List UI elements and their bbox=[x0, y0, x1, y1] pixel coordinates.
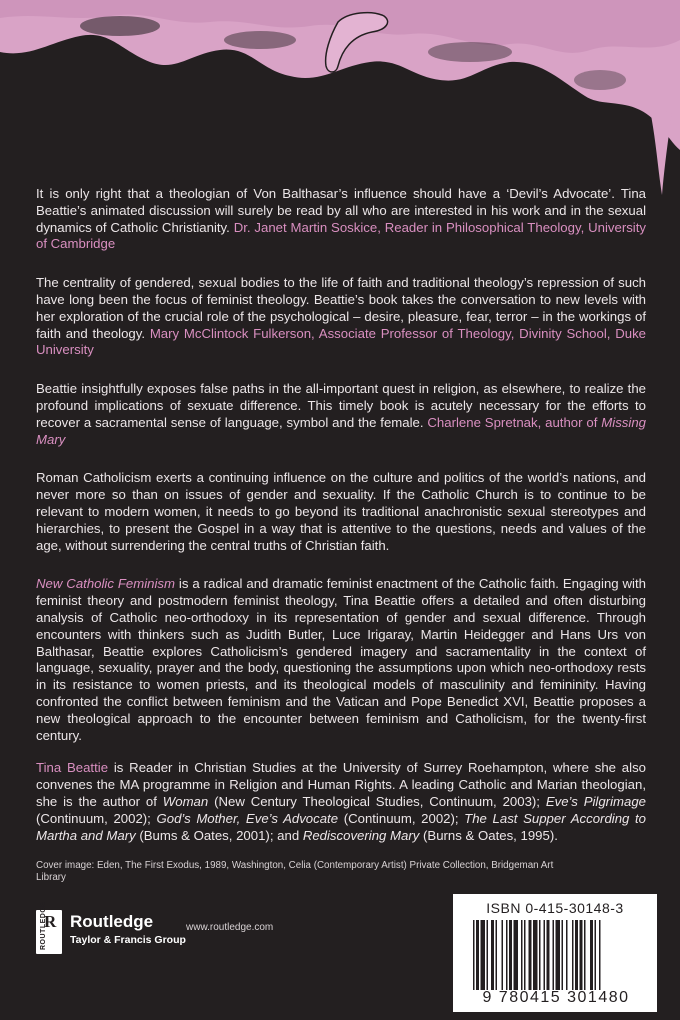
blurbs-section bbox=[36, 186, 646, 866]
barcode-bar bbox=[509, 920, 512, 990]
barcode-bar bbox=[584, 920, 586, 990]
blurb-1-text: It is only right that a theologian of Von Balthasar’s influence should have a ‘Devil’s Advocate’. Tina Beattie’s animated discussion will surely be read by all who are interested in his work and in the sexual dynamics of Catholic Christianity. bbox=[36, 186, 646, 235]
barcode-bar bbox=[539, 920, 541, 990]
blurb-3-attribution: Charlene Spretnak, author of bbox=[427, 414, 602, 430]
blurb-2-attribution: Mary McClintock Fulkerson, Associate Professor of Theology, Divinity School, Duke University bbox=[36, 325, 647, 358]
barcode-panel bbox=[453, 894, 657, 1012]
barcode-bar bbox=[506, 920, 508, 990]
bio-title-2: Eve’s Pilgrimage bbox=[545, 793, 646, 809]
cover-image-credit: Cover image: Eden, The First Exodus, 1989, Washington, Celia (Contemporary Artist) Private Collection, Bridgeman Art Library bbox=[36, 860, 554, 883]
barcode-bar bbox=[533, 920, 538, 990]
barcode-bar bbox=[544, 920, 546, 990]
barcode-bar bbox=[556, 920, 561, 990]
isbn-label: ISBN 0-415-30148-3 bbox=[486, 900, 624, 916]
blurb-3-attribution-title: Missing Mary bbox=[36, 414, 646, 447]
bio-text-3: (Continuum, 2002); bbox=[36, 810, 157, 826]
bio-title-1: Woman bbox=[162, 793, 209, 809]
blurb-3-text: Beattie insightfully exposes false paths in the all-important quest in religion, as elsewhere, to realize the profound implications of sexuate difference. This timely book is acutely necessary for the efforts to recover a sacramental sense of language, symbol and the female. bbox=[36, 381, 646, 430]
barcode-bar bbox=[502, 920, 504, 990]
publisher-name: Routledge bbox=[70, 912, 154, 931]
description-2-text: is a radical and dramatic feminist enactment of the Catholic faith. Engaging with feminist theory and postmodern feminist theology, Tina Beattie offers a detailed and often disturbing analysis of Catholic neo-orthodoxy in its representation of gender and sexual difference. Through encounters with thinkers such as Judith Butler, Luce Irigaray, Martin Heidegger and Hans Urs von Balthasar, Beattie explores Catholicism’s gendered imagery and sacramentality in the context of language, sexuality, prayer and the body, questioning the assumptions upon which neo-orthodoxy rests in its resistance to women priests, and its theological models of masculinity and femininity. Having confronted the conflict between feminism and the Vatican and Pope Benedict XVI, Beattie proposes a new theological approach to the encounter between feminism and Catholicism, for the twenty-first century. bbox=[36, 576, 646, 743]
publisher-vertical-text: ROUTLEDGE bbox=[40, 901, 47, 950]
bio-title-4: The Last Supper According to Martha and Mary bbox=[36, 810, 647, 843]
barcode-bar bbox=[524, 920, 526, 990]
blurb-2 bbox=[36, 275, 646, 359]
barcode-bar bbox=[590, 920, 593, 990]
barcode-bar bbox=[491, 920, 494, 990]
blurb-1-attribution: Dr. Janet Martin Soskice, Reader in Philosophical Theology, University of Cambridge bbox=[36, 219, 646, 252]
barcode-digits: 9 780415 301480 bbox=[482, 989, 630, 1006]
author-bio bbox=[36, 760, 646, 844]
barcode-bar bbox=[580, 920, 583, 990]
barcode-bar bbox=[566, 920, 568, 990]
description-1: Roman Catholicism exerts a continuing influence on the culture and politics of the world’s nations, and never more so than on issues of gender and sexuality. If the Catholic Church is to continue to be relevant to modern women, it needs to go beyond its traditional anachronistic sexual stereotypes and hierarchies, to present the Gospel in a way that is attentive to the questions, needs and values of the age, without surrendering the central truths of Christian faith. bbox=[36, 470, 646, 553]
barcode-bar bbox=[572, 920, 574, 990]
barcode-bar bbox=[562, 920, 564, 990]
barcode-bar bbox=[514, 920, 519, 990]
barcode-bar bbox=[496, 920, 498, 990]
bio-text-6: (Burns & Oates, 1995). bbox=[419, 827, 558, 843]
barcode-bar bbox=[521, 920, 523, 990]
cover-artwork bbox=[0, 0, 680, 200]
barcode-bar bbox=[481, 920, 486, 990]
publisher-url[interactable]: www.routledge.com bbox=[186, 922, 274, 933]
barcode-bar bbox=[575, 920, 578, 990]
barcode-bar bbox=[599, 920, 601, 990]
description-2 bbox=[36, 576, 646, 744]
publisher-logo bbox=[36, 901, 216, 960]
blurb-1 bbox=[36, 186, 646, 253]
bio-text-1: is Reader in Christian Studies at the University of Surrey Roehampton, where she also convenes the MA programme in Religion and Human Rights. A leading Catholic and Marian theologian, she is the author of bbox=[36, 760, 646, 809]
author-name: Tina Beattie bbox=[36, 760, 109, 776]
blurb-2-text: The centrality of gendered, sexual bodies to the life of faith and traditional theology’s repression of such have long been the focus of feminist theology. Beattie’s book takes the conversation to new levels with her exploration of the crucial role of the psychological – desire, pleasure, fear, terror – in the workings of faith and theology. bbox=[36, 275, 646, 341]
barcode-bar bbox=[487, 920, 489, 990]
barcode-bar bbox=[476, 920, 479, 990]
bio-text-2: (New Century Theological Studies, Continuum, 2003); bbox=[208, 793, 546, 809]
routledge-r-glyph: R bbox=[44, 912, 57, 931]
blurb-3 bbox=[36, 381, 646, 448]
routledge-mark-icon bbox=[36, 901, 62, 954]
barcode-bar bbox=[529, 920, 532, 990]
bio-text-5: (Bums & Oates, 2001); and bbox=[135, 827, 303, 843]
barcode-bar bbox=[473, 920, 475, 990]
bio-title-3: God’s Mother, Eve’s Advocate bbox=[156, 810, 339, 826]
barcode-bar bbox=[595, 920, 597, 990]
barcode-bar bbox=[553, 920, 555, 990]
bio-title-5: Rediscovering Mary bbox=[302, 827, 420, 843]
barcode-bar bbox=[547, 920, 550, 990]
publisher-group: Taylor & Francis Group bbox=[70, 934, 186, 946]
book-title: New Catholic Feminism bbox=[36, 576, 176, 592]
bio-text-4: (Continuum, 2002); bbox=[338, 810, 465, 826]
barcode-icon bbox=[473, 920, 643, 990]
